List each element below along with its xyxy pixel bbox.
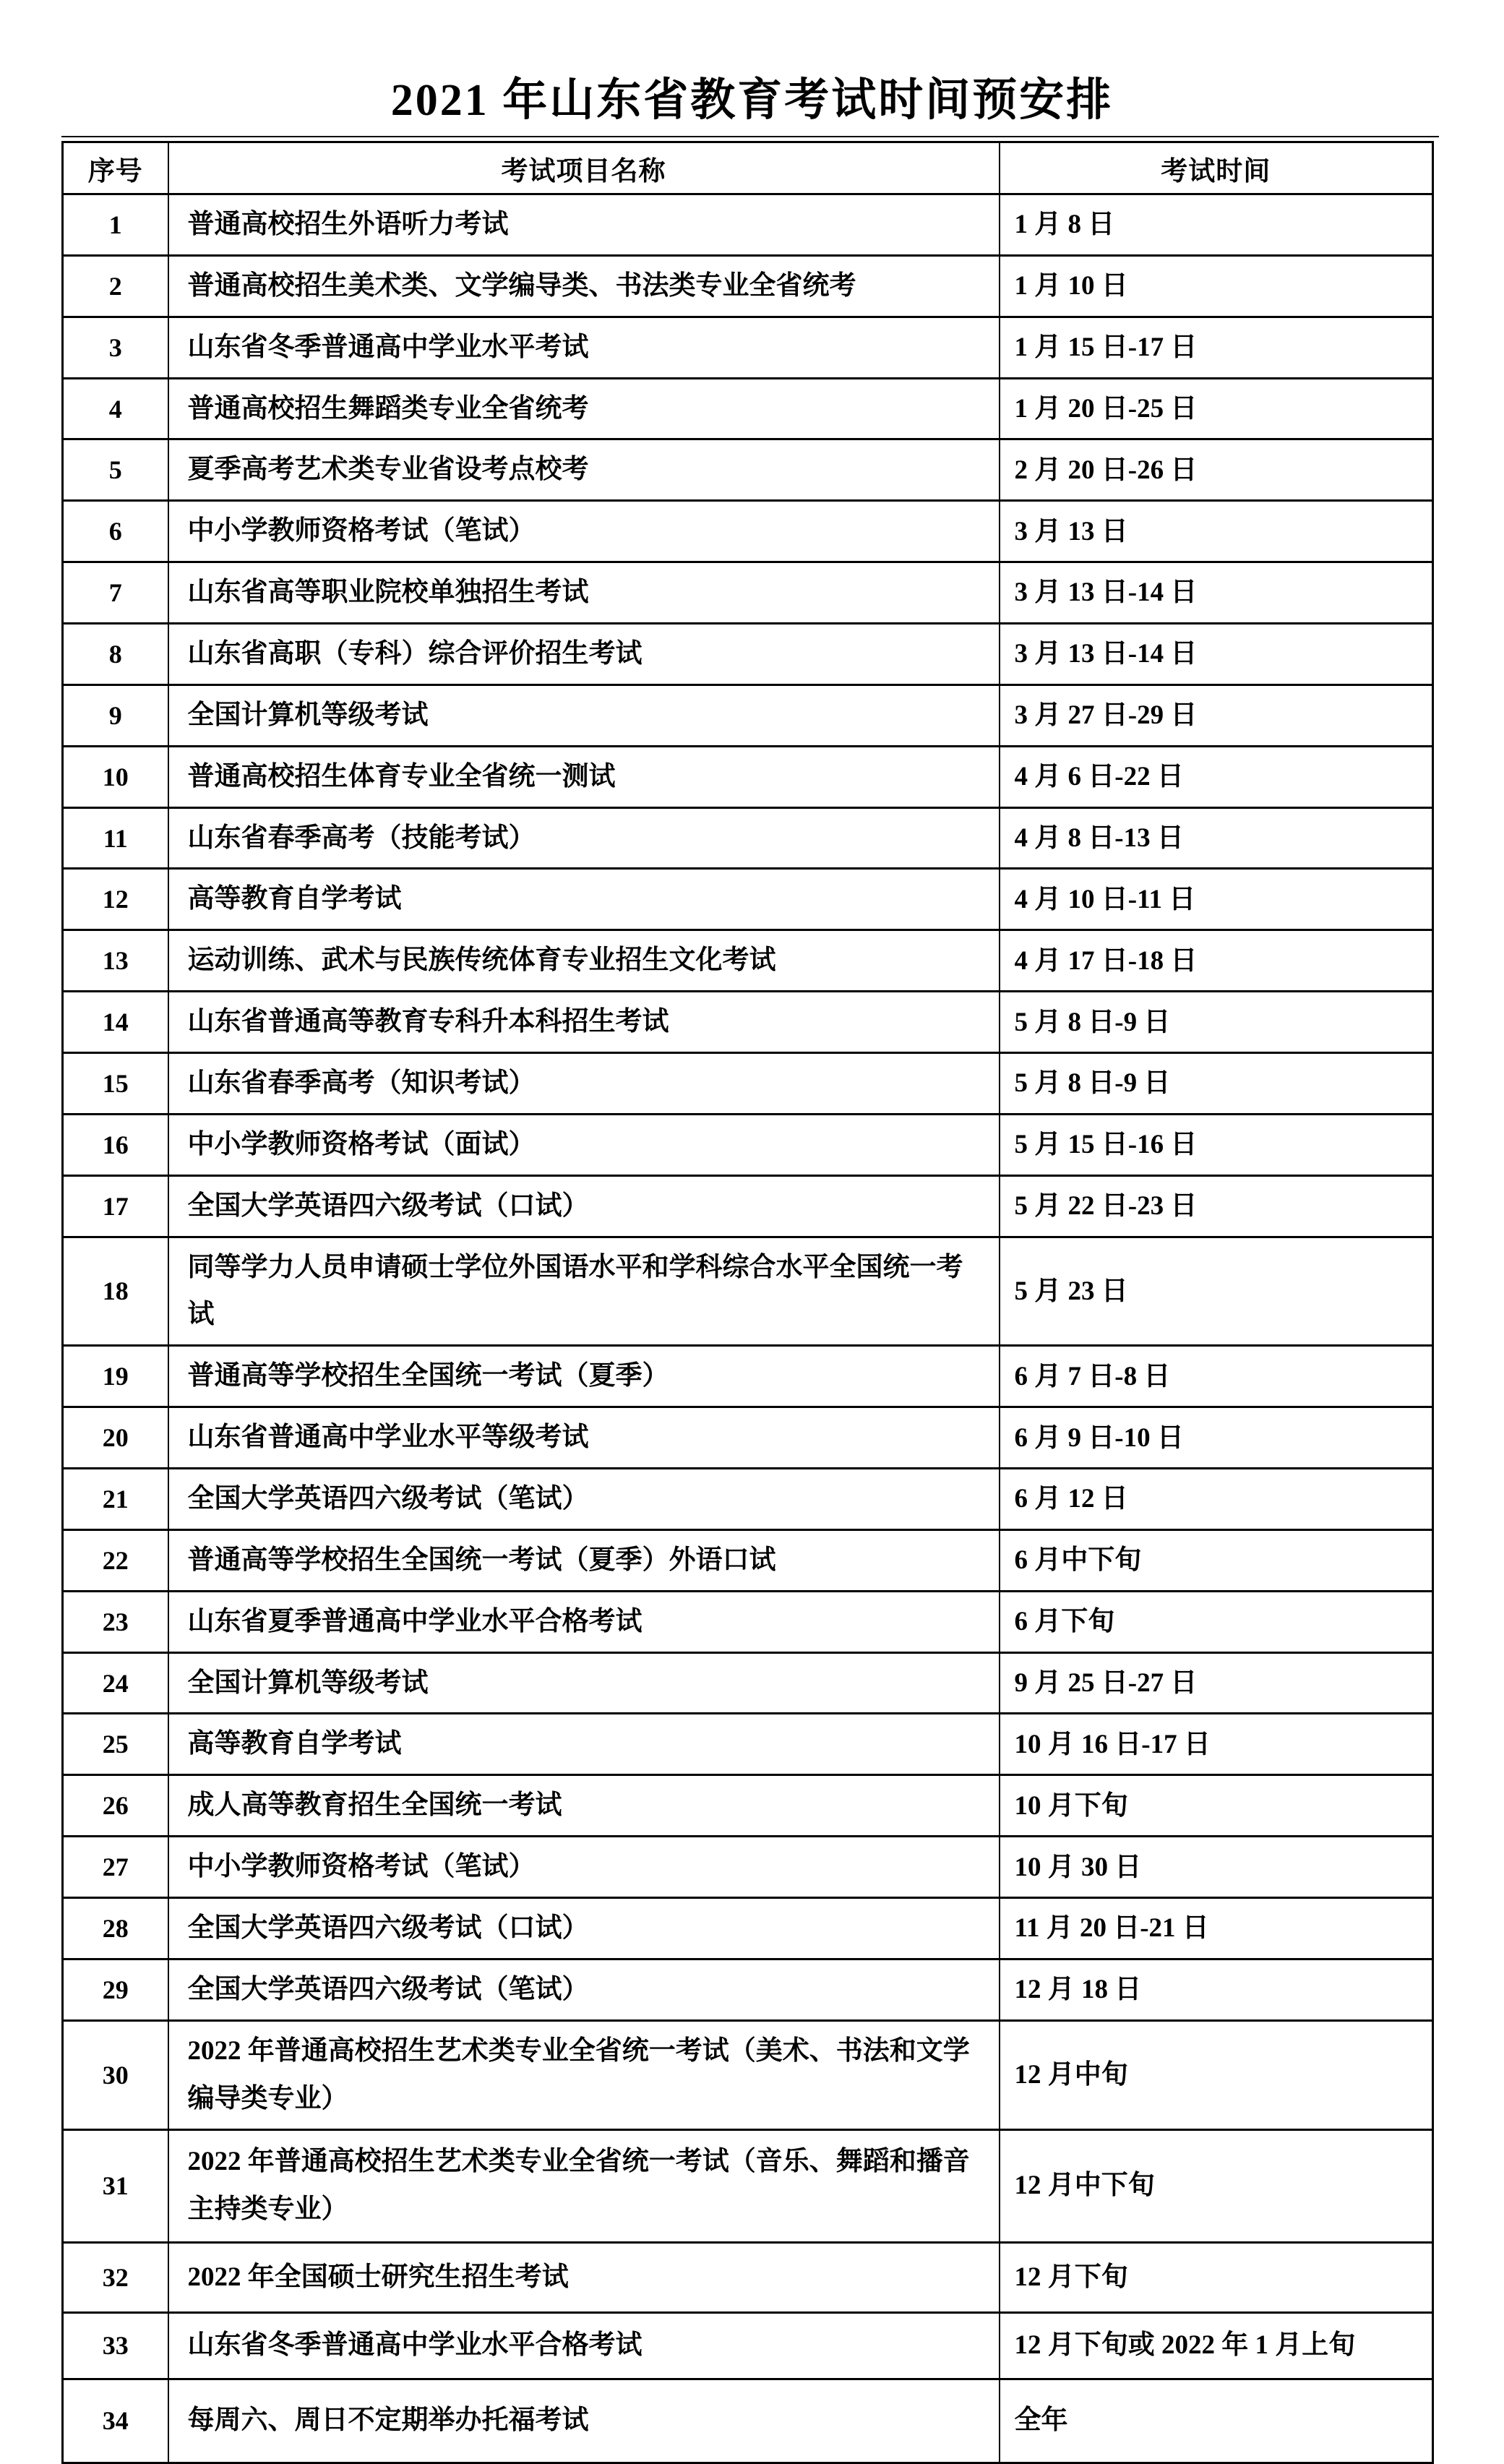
exam-time-cell: 1 月 15 日-17 日	[1000, 317, 1433, 378]
row-number-cell: 24	[63, 1652, 168, 1714]
exam-name-cell: 夏季高考艺术类专业省设考点校考	[168, 439, 1000, 501]
table-row	[63, 1175, 1433, 1237]
table-row	[63, 2242, 1433, 2312]
row-number-cell: 25	[63, 1714, 168, 1775]
exam-time-cell: 10 月 16 日-17 日	[1000, 1714, 1433, 1775]
exam-time-cell: 11 月 20 日-21 日	[1000, 1898, 1433, 1959]
exam-name-cell: 全国计算机等级考试	[168, 1652, 1000, 1714]
exam-name-cell: 山东省普通高中学业水平等级考试	[168, 1407, 1000, 1469]
exam-time-cell: 12 月中旬	[1000, 2020, 1433, 2129]
row-number-cell: 3	[63, 317, 168, 378]
exam-schedule-table	[61, 141, 1434, 2464]
exam-name-cell: 中小学教师资格考试（笔试）	[168, 501, 1000, 562]
table-row	[63, 1346, 1433, 1407]
exam-time-cell: 6 月 9 日-10 日	[1000, 1407, 1433, 1469]
row-number-cell: 18	[63, 1237, 168, 1346]
exam-time-cell: 12 月下旬或 2022 年 1 月上旬	[1000, 2312, 1433, 2379]
exam-name-cell: 2022 年普通高校招生艺术类专业全省统一考试（音乐、舞蹈和播音主持类专业）	[168, 2129, 1000, 2242]
row-number-cell: 5	[63, 439, 168, 501]
row-number-cell: 11	[63, 807, 168, 869]
table-row	[63, 2020, 1433, 2129]
exam-name-cell: 普通高等学校招生全国统一考试（夏季）	[168, 1346, 1000, 1407]
exam-time-cell: 5 月 22 日-23 日	[1000, 1175, 1433, 1237]
exam-name-cell: 全国大学英语四六级考试（笔试）	[168, 1469, 1000, 1530]
row-number-cell: 7	[63, 562, 168, 624]
exam-time-cell: 5 月 15 日-16 日	[1000, 1114, 1433, 1175]
table-row	[63, 1469, 1433, 1530]
row-number-cell: 27	[63, 1837, 168, 1898]
table-row	[63, 562, 1433, 624]
header-exam-name: 考试项目名称	[168, 142, 1000, 194]
exam-name-cell: 普通高等学校招生全国统一考试（夏季）外语口试	[168, 1529, 1000, 1591]
row-number-cell: 14	[63, 992, 168, 1053]
exam-time-cell: 1 月 20 日-25 日	[1000, 378, 1433, 439]
exam-name-cell: 山东省冬季普通高中学业水平考试	[168, 317, 1000, 378]
exam-name-cell: 山东省普通高等教育专科升本科招生考试	[168, 992, 1000, 1053]
exam-time-cell: 1 月 10 日	[1000, 255, 1433, 317]
table-row	[63, 194, 1433, 256]
table-row	[63, 930, 1433, 992]
exam-name-cell: 全国计算机等级考试	[168, 684, 1000, 746]
row-number-cell: 22	[63, 1529, 168, 1591]
exam-time-cell: 6 月中下旬	[1000, 1529, 1433, 1591]
table-header-row	[63, 142, 1433, 194]
exam-time-cell: 1 月 8 日	[1000, 194, 1433, 256]
exam-name-cell: 山东省夏季普通高中学业水平合格考试	[168, 1591, 1000, 1652]
exam-name-cell: 2022 年普通高校招生艺术类专业全省统一考试（美术、书法和文学编导类专业）	[168, 2020, 1000, 2129]
row-number-cell: 26	[63, 1775, 168, 1837]
exam-time-cell: 3 月 13 日-14 日	[1000, 624, 1433, 685]
table-row	[63, 1237, 1433, 1346]
exam-table-body	[63, 194, 1433, 2463]
exam-name-cell: 全国大学英语四六级考试（笔试）	[168, 1959, 1000, 2020]
table-row	[63, 378, 1433, 439]
row-number-cell: 16	[63, 1114, 168, 1175]
exam-time-cell: 2 月 20 日-26 日	[1000, 439, 1433, 501]
exam-time-cell: 12 月 18 日	[1000, 1959, 1433, 2020]
table-row	[63, 255, 1433, 317]
exam-name-cell: 中小学教师资格考试（笔试）	[168, 1837, 1000, 1898]
table-row	[63, 1714, 1433, 1775]
row-number-cell: 34	[63, 2379, 168, 2463]
exam-name-cell: 普通高校招生舞蹈类专业全省统考	[168, 378, 1000, 439]
exam-name-cell: 全国大学英语四六级考试（口试）	[168, 1898, 1000, 1959]
table-row	[63, 317, 1433, 378]
exam-time-cell: 4 月 10 日-11 日	[1000, 869, 1433, 930]
table-row	[63, 2129, 1433, 2242]
table-row	[63, 1407, 1433, 1469]
exam-name-cell: 山东省春季高考（知识考试）	[168, 1053, 1000, 1115]
exam-time-cell: 5 月 23 日	[1000, 1237, 1433, 1346]
exam-name-cell: 山东省高职（专科）综合评价招生考试	[168, 624, 1000, 685]
table-header	[63, 142, 1433, 194]
table-row	[63, 2379, 1433, 2463]
exam-name-cell: 山东省春季高考（技能考试）	[168, 807, 1000, 869]
row-number-cell: 12	[63, 869, 168, 930]
exam-name-cell: 中小学教师资格考试（面试）	[168, 1114, 1000, 1175]
table-row	[63, 1898, 1433, 1959]
row-number-cell: 1	[63, 194, 168, 256]
exam-name-cell: 2022 年全国硕士研究生招生考试	[168, 2242, 1000, 2312]
row-number-cell: 30	[63, 2020, 168, 2129]
table-row	[63, 624, 1433, 685]
exam-time-cell: 全年	[1000, 2379, 1433, 2463]
exam-name-cell: 运动训练、武术与民族传统体育专业招生文化考试	[168, 930, 1000, 992]
exam-time-cell: 4 月 17 日-18 日	[1000, 930, 1433, 992]
row-number-cell: 13	[63, 930, 168, 992]
row-number-cell: 15	[63, 1053, 168, 1115]
page-title: 2021 年山东省教育考试时间预安排	[390, 76, 1114, 125]
table-row	[63, 501, 1433, 562]
exam-time-cell: 3 月 13 日	[1000, 501, 1433, 562]
table-row	[63, 1652, 1433, 1714]
exam-time-cell: 6 月 12 日	[1000, 1469, 1433, 1530]
exam-time-cell: 10 月 30 日	[1000, 1837, 1433, 1898]
table-row	[63, 1837, 1433, 1898]
exam-time-cell: 3 月 13 日-14 日	[1000, 562, 1433, 624]
row-number-cell: 32	[63, 2242, 168, 2312]
table-row	[63, 807, 1433, 869]
header-number: 序号	[63, 142, 168, 194]
row-number-cell: 4	[63, 378, 168, 439]
table-row	[63, 1775, 1433, 1837]
exam-name-cell: 山东省冬季普通高中学业水平合格考试	[168, 2312, 1000, 2379]
exam-name-cell: 同等学力人员申请硕士学位外国语水平和学科综合水平全国统一考试	[168, 1237, 1000, 1346]
exam-time-cell: 6 月 7 日-8 日	[1000, 1346, 1433, 1407]
row-number-cell: 10	[63, 746, 168, 807]
exam-time-cell: 3 月 27 日-29 日	[1000, 684, 1433, 746]
exam-time-cell: 12 月中下旬	[1000, 2129, 1433, 2242]
row-number-cell: 33	[63, 2312, 168, 2379]
row-number-cell: 23	[63, 1591, 168, 1652]
exam-name-cell: 每周六、周日不定期举办托福考试	[168, 2379, 1000, 2463]
exam-time-cell: 10 月下旬	[1000, 1775, 1433, 1837]
row-number-cell: 21	[63, 1469, 168, 1530]
exam-name-cell: 普通高校招生美术类、文学编导类、书法类专业全省统考	[168, 255, 1000, 317]
exam-name-cell: 高等教育自学考试	[168, 1714, 1000, 1775]
row-number-cell: 2	[63, 255, 168, 317]
row-number-cell: 19	[63, 1346, 168, 1407]
table-row	[63, 1959, 1433, 2020]
exam-time-cell: 5 月 8 日-9 日	[1000, 1053, 1433, 1115]
table-row	[63, 746, 1433, 807]
exam-name-cell: 山东省高等职业院校单独招生考试	[168, 562, 1000, 624]
exam-name-cell: 高等教育自学考试	[168, 869, 1000, 930]
exam-time-cell: 9 月 25 日-27 日	[1000, 1652, 1433, 1714]
exam-time-cell: 5 月 8 日-9 日	[1000, 992, 1433, 1053]
header-exam-time: 考试时间	[1000, 142, 1433, 194]
exam-name-cell: 普通高校招生外语听力考试	[168, 194, 1000, 256]
exam-name-cell: 全国大学英语四六级考试（口试）	[168, 1175, 1000, 1237]
row-number-cell: 31	[63, 2129, 168, 2242]
row-number-cell: 9	[63, 684, 168, 746]
table-row	[63, 439, 1433, 501]
table-row	[63, 1591, 1433, 1652]
row-number-cell: 8	[63, 624, 168, 685]
table-row	[63, 684, 1433, 746]
exam-time-cell: 4 月 8 日-13 日	[1000, 807, 1433, 869]
exam-schedule-table-wrap	[61, 136, 1439, 2464]
row-number-cell: 17	[63, 1175, 168, 1237]
exam-name-cell: 普通高校招生体育专业全省统一测试	[168, 746, 1000, 807]
exam-time-cell: 4 月 6 日-22 日	[1000, 746, 1433, 807]
exam-name-cell: 成人高等教育招生全国统一考试	[168, 1775, 1000, 1837]
row-number-cell: 29	[63, 1959, 168, 2020]
row-number-cell: 6	[63, 501, 168, 562]
table-row	[63, 992, 1433, 1053]
table-row	[63, 1114, 1433, 1175]
table-row	[63, 869, 1433, 930]
exam-time-cell: 6 月下旬	[1000, 1591, 1433, 1652]
row-number-cell: 20	[63, 1407, 168, 1469]
table-row	[63, 1529, 1433, 1591]
table-row	[63, 2312, 1433, 2379]
exam-time-cell: 12 月下旬	[1000, 2242, 1433, 2312]
table-row	[63, 1053, 1433, 1115]
row-number-cell: 28	[63, 1898, 168, 1959]
